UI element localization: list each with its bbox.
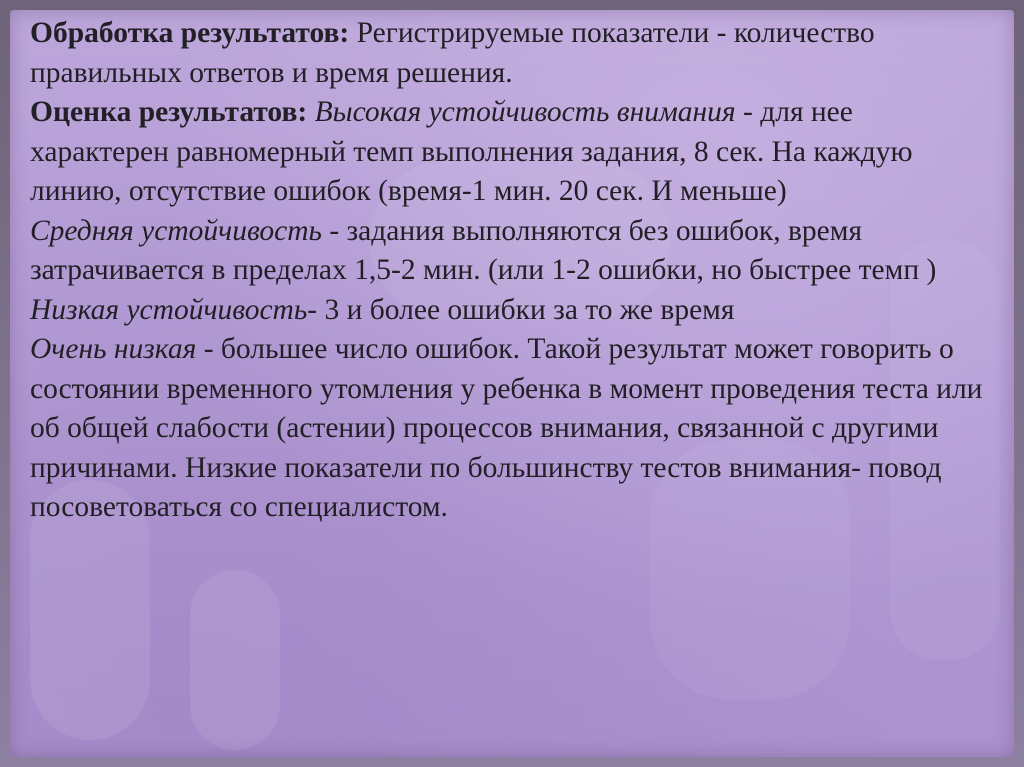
low-level-text: - 3 и более ошибки за то же время xyxy=(307,293,735,326)
very-low-level-label: Очень низкая xyxy=(30,333,197,365)
very-low-level-text: - большее число ошибок. Такой результат может говорить о состоянии временного утомления у ребенка в момент проведения теста или об общей слабости (астении) процессов внимания, связанной с другими причинами. Низкие показатели по большинству тестов внимания- повод посоветоваться со специалистом. xyxy=(30,333,983,523)
background-shape xyxy=(190,570,280,750)
processing-paragraph xyxy=(30,14,990,93)
processing-text: Регистрируемые показатели - количество правильных ответов и время решения. xyxy=(30,17,875,89)
high-level-label: Высокая устойчивость внимания xyxy=(314,96,736,128)
evaluation-paragraph xyxy=(30,93,990,212)
slide-panel xyxy=(10,10,1014,757)
very-low-paragraph xyxy=(30,330,990,528)
processing-heading: Обработка результатов: xyxy=(30,17,350,49)
high-level-text: - для нее характерен равномерный темп выполнения задания, 8 сек. На каждую линию, отсутствие ошибок (время-1 мин. 20 сек. И меньше) xyxy=(30,96,913,207)
medium-level-text: - задания выполняются без ошибок, время затрачивается в пределах 1,5-2 мин. (или 1-2 ошибки, но быстрее темп ) xyxy=(30,214,937,286)
medium-level-label: Средняя устойчивость xyxy=(30,214,322,247)
medium-paragraph xyxy=(30,212,990,291)
evaluation-heading: Оценка результатов: xyxy=(30,96,308,128)
slide-text xyxy=(30,14,990,528)
low-paragraph xyxy=(30,291,990,331)
low-level-label: Низкая устойчивость xyxy=(30,293,308,326)
